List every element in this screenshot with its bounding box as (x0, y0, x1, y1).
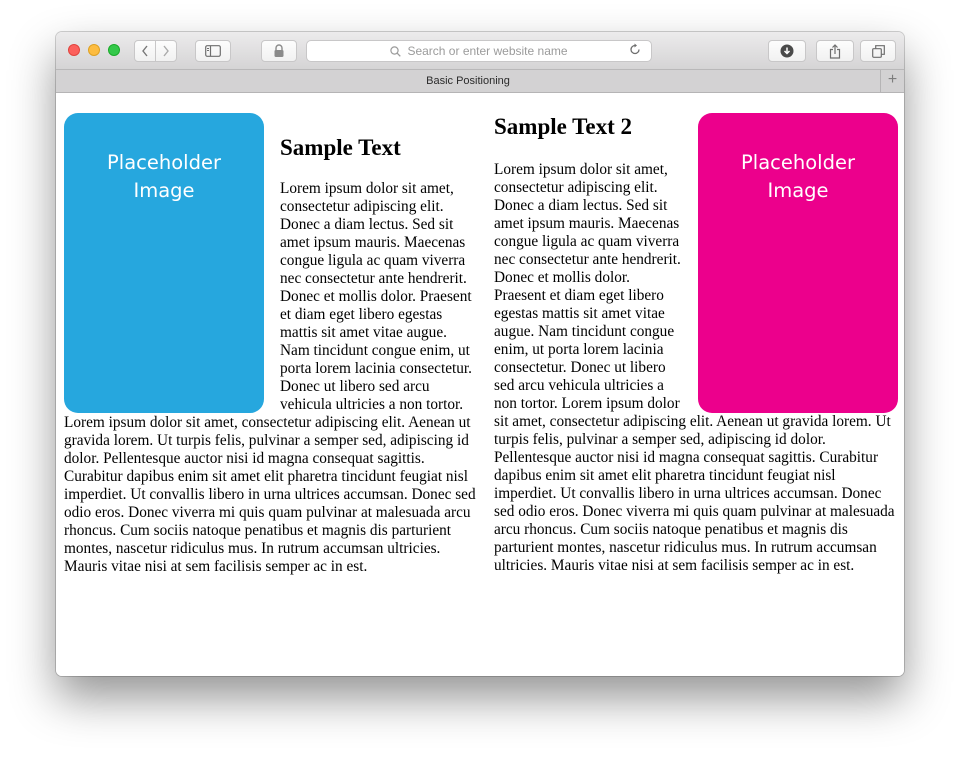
privacy-report-button[interactable] (261, 40, 297, 62)
zoom-window-button[interactable] (108, 44, 120, 56)
download-icon (780, 44, 794, 58)
sidebar-icon (205, 45, 221, 57)
chevron-right-icon (162, 45, 170, 57)
browser-window (56, 32, 904, 676)
downloads-button[interactable] (768, 40, 806, 62)
forward-button[interactable] (155, 40, 177, 62)
tab-basic-positioning[interactable]: Basic Positioning (426, 75, 510, 87)
placeholder-label-line1: Placeholder (741, 151, 855, 174)
share-icon (829, 44, 841, 59)
reload-icon (629, 43, 641, 56)
sidebar-button[interactable] (195, 40, 231, 62)
show-all-tabs-button[interactable] (860, 40, 896, 62)
body-paragraph: Lorem ipsum dolor sit amet, consectetur adipiscing elit. Donec a diam lectus. Sed sit amet ipsum mauris. Maecenas congue ligula ac quam viverra nec consectetur ante hendrerit. Donec et mollis dolor. Praesent et diam eget libero egestas mattis sit amet vitae augue. Nam tincidunt congue enim, ut porta lorem lacinia consectetur. Donec ut libero sed arcu vehicula ultricies a non tortor. Lorem ipsum dolor sit amet, consectetur adipiscing elit. Aenean ut gravida lorem. Ut turpis felis, pulvinar a semper sed, adipiscing id dolor. Pellentesque auctor nisi id magna consequat sagittis. Curabitur dapibus enim sit amet elit pharetra tincidunt feugiat nisl imperdiet. Ut convallis libero in urna ultrices accumsan. Donec sed odio eros. Donec viverra mi quis quam pulvinar at malesuada arcu rhoncus. Cum sociis natoque penatibus et magnis dis parturient montes, nascetur ridiculus mus. In rutrum accumsan ultricies. Mauris vitae nisi at sem facilisis semper ac in est. (64, 180, 476, 575)
back-button[interactable] (134, 40, 156, 62)
section-heading-2: Sample Text 2 (494, 114, 633, 139)
reload-button[interactable] (629, 43, 641, 59)
privacy-icon (273, 44, 285, 58)
placeholder-image-blue (64, 113, 264, 413)
placeholder-label-line2: Image (133, 179, 195, 202)
plus-icon: + (887, 71, 898, 88)
section-heading: Sample Text (280, 135, 401, 160)
body-paragraph-2: Lorem ipsum dolor sit amet, consectetur adipiscing elit. Donec a diam lectus. Sed sit amet ipsum mauris. Maecenas congue ligula ac quam viverra nec consectetur ante hendrerit. Donec et mollis dolor. Praesent et diam eget libero egestas mattis sit amet vitae augue. Nam tincidunt congue enim, ut porta lorem lacinia consectetur. Donec ut libero sed arcu vehicula ultricies a non tortor. Lorem ipsum dolor sit amet, consectetur adipiscing elit. Aenean ut gravida lorem. Ut turpis felis, pulvinar a semper sed, adipiscing id dolor. Pellentesque auctor nisi id magna consequat sagittis. Curabitur dapibus enim sit amet elit pharetra tincidunt feugiat nisl imperdiet. Ut convallis libero in urna ultrices accumsan. Donec sed odio eros. Donec viverra mi quis quam pulvinar at malesuada arcu rhoncus. Cum sociis natoque penatibus et magnis dis parturient montes, nascetur ridiculus mus. In rutrum accumsan ultricies. Mauris vitae nisi at sem facilisis semper ac in est. (494, 161, 895, 574)
magnifier-icon (390, 46, 401, 57)
close-window-button[interactable] (68, 44, 80, 56)
chevron-left-icon (141, 45, 149, 57)
placeholder-label-line1: Placeholder (107, 151, 221, 174)
address-placeholder: Search or enter website name (407, 44, 568, 58)
minimize-window-button[interactable] (88, 44, 100, 56)
placeholder-label-line2: Image (767, 179, 829, 202)
browser-toolbar (56, 32, 904, 70)
left-column (64, 113, 478, 576)
share-button[interactable] (816, 40, 854, 62)
tab-bar (56, 70, 904, 93)
right-column (494, 113, 898, 575)
page-content (56, 93, 904, 676)
address-bar[interactable] (306, 40, 652, 62)
new-tab-button[interactable] (880, 70, 904, 92)
placeholder-image-pink (698, 113, 898, 413)
tab-overview-icon (872, 45, 885, 58)
